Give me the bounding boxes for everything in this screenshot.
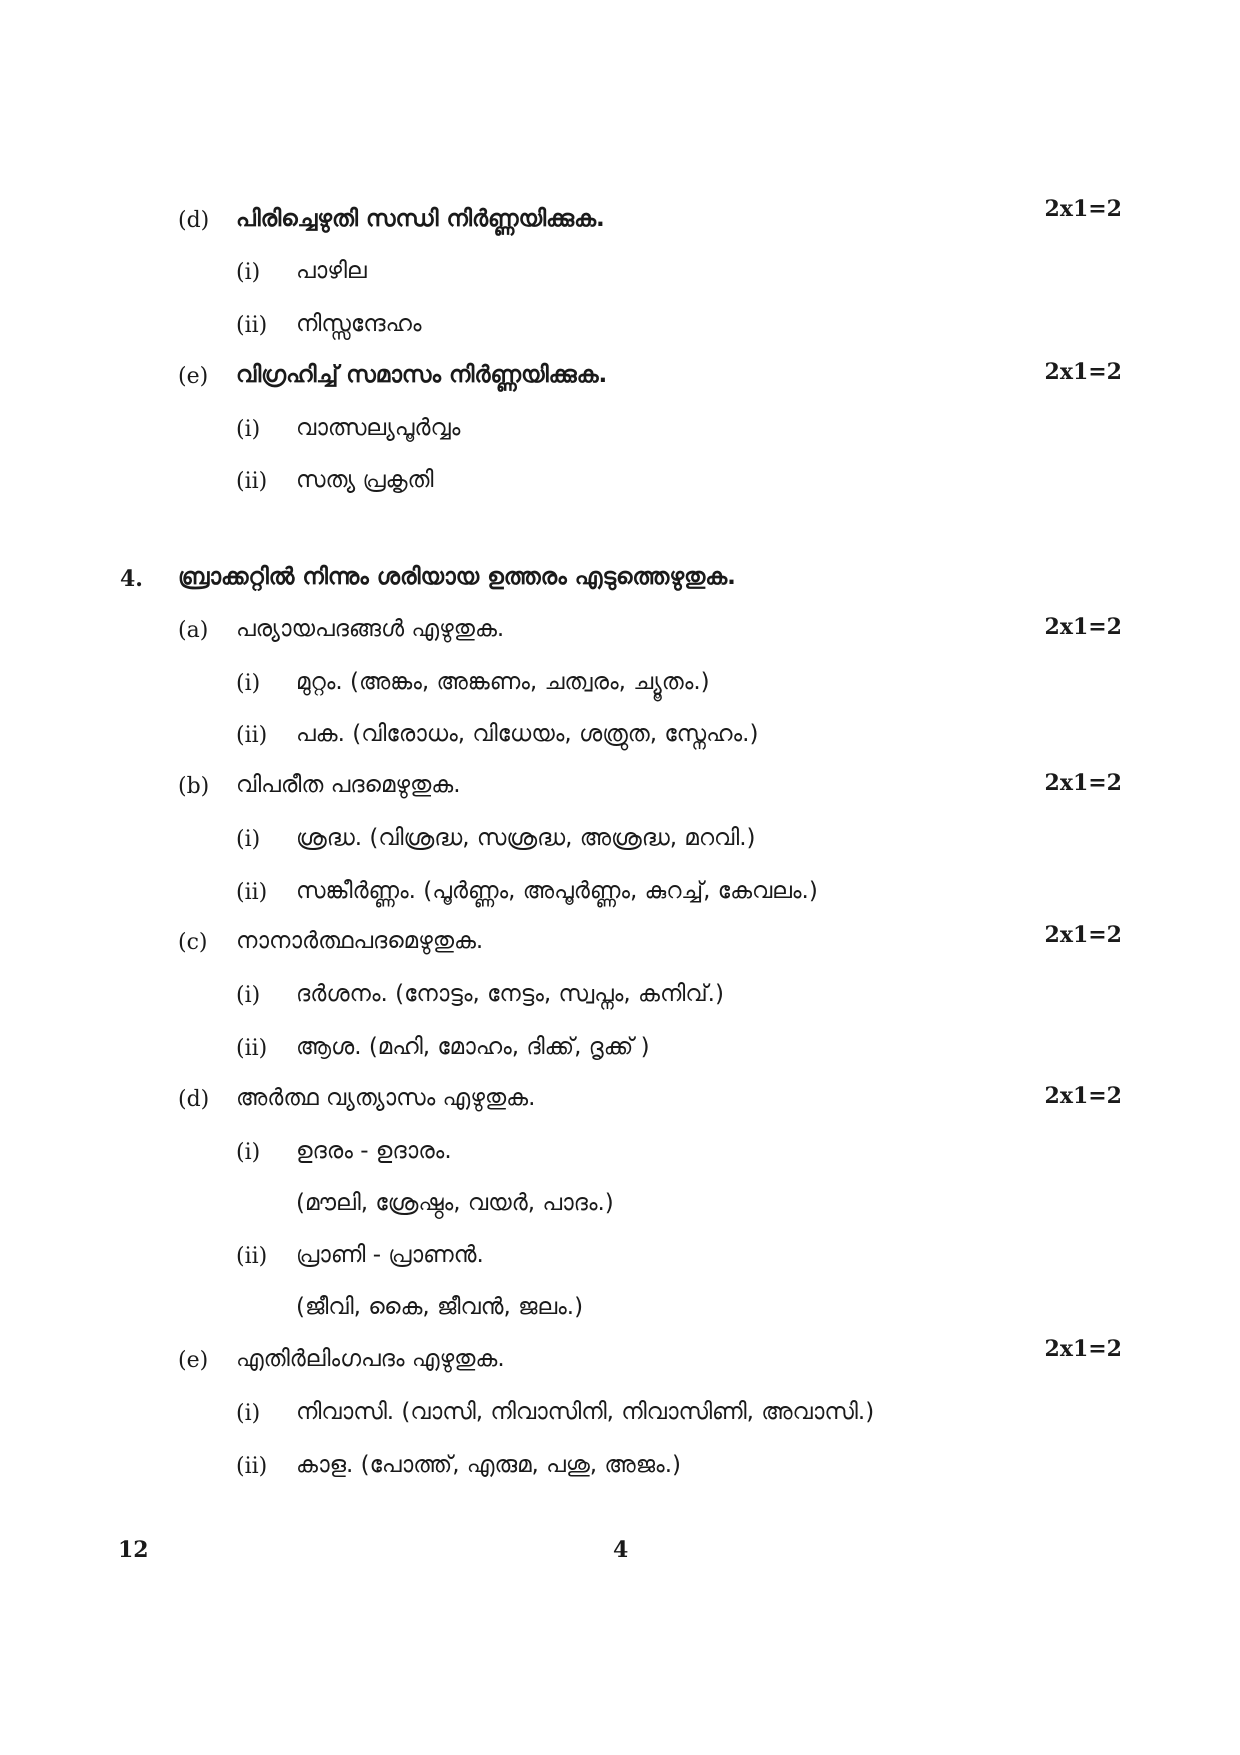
q4-b-item-ii-text: സങ്കീർണ്ണം. (പൂർണ്ണം, അപൂർണ്ണം, കുറച്ച്, കേവലം.): [296, 878, 818, 904]
q4-c-item-i-label: (i): [236, 983, 261, 1008]
part-e-instruction: വിഗ്രഹിച്ച് സമാസം നിർണ്ണയിക്കുക.: [236, 362, 608, 388]
q4-part-a-instruction: പര്യായപദങ്ങൾ എഴുതുക.: [236, 616, 505, 642]
part-e-item-i-text: വാത്സല്യപൂർവ്വം: [296, 415, 461, 441]
q4-c-item-i-text: ദർശനം. (നോട്ടം, നേട്ടം, സ്വപ്നം, കനിവ്.): [296, 981, 724, 1007]
q4-part-e-marks: 2x1=2: [1044, 1336, 1122, 1362]
q4-part-e-label: (e): [178, 1348, 209, 1373]
part-e-item-ii-text: സത്യ പ്രകൃതി: [296, 467, 434, 493]
q4-c-item-ii-text: ആശ. (മഹി, മോഹം, ദിക്ക്, ദൃക്ക് ): [296, 1034, 650, 1060]
q4-part-c-marks: 2x1=2: [1044, 922, 1122, 948]
q4-d-item-ii-text: പ്രാണി - പ്രാണൻ.: [296, 1242, 484, 1268]
q4-part-b-marks: 2x1=2: [1044, 770, 1122, 796]
q4-part-d-instruction: അർത്ഥ വ്യത്യാസം എഴുതുക.: [236, 1085, 536, 1111]
q4-e-item-ii-label: (ii): [236, 1454, 268, 1479]
q4-e-item-i-text: നിവാസി. (വാസി, നിവാസിനി, നിവാസിണി, അവാസി.): [296, 1399, 875, 1425]
q4-b-item-i-label: (i): [236, 827, 261, 852]
part-e-marks: 2x1=2: [1044, 359, 1122, 385]
part-d-item-i-label: (i): [236, 260, 261, 285]
q4-part-c-label: (c): [178, 930, 208, 955]
q4-part-a-label: (a): [178, 618, 209, 643]
q4-part-d-label: (d): [178, 1087, 210, 1112]
part-e-label: (e): [178, 364, 209, 389]
q4-d-item-i-options: (മൗലി, ശ്രേഷ്ഠം, വയർ, പാദം.): [296, 1190, 614, 1216]
question-4-title: ബ്രാക്കറ്റിൽ നിന്നും ശരിയായ ഉത്തരം എടുത്തെഴുതുക.: [178, 564, 736, 590]
q4-part-e-instruction: എതിർലിംഗപദം എഴുതുക.: [236, 1346, 505, 1372]
q4-d-item-ii-label: (ii): [236, 1244, 268, 1269]
footer-page-number: 4: [613, 1537, 629, 1563]
q4-d-item-i-label: (i): [236, 1140, 261, 1165]
part-d-item-i-text: പാഴില: [296, 258, 367, 284]
q4-b-item-ii-label: (ii): [236, 880, 268, 905]
part-d-marks: 2x1=2: [1044, 196, 1122, 222]
footer-code: 12: [118, 1537, 149, 1563]
q4-a-item-i-label: (i): [236, 671, 261, 696]
q4-d-item-ii-options: (ജീവി, കൈ, ജീവൻ, ജലം.): [296, 1294, 584, 1320]
question-4-number: 4.: [120, 566, 143, 592]
q4-part-b-label: (b): [178, 774, 210, 799]
q4-a-item-i-text: മുറ്റം. (അങ്കം, അങ്കണം, ചത്വരം, ച്യൂതം.): [296, 669, 710, 695]
q4-part-a-marks: 2x1=2: [1044, 614, 1122, 640]
q4-e-item-ii-text: കാള. (പോത്ത്, എരുമ, പശു, അജം.): [296, 1452, 681, 1478]
q4-c-item-ii-label: (ii): [236, 1036, 268, 1061]
part-d-item-ii-label: (ii): [236, 313, 268, 338]
part-e-item-ii-label: (ii): [236, 469, 268, 494]
q4-e-item-i-label: (i): [236, 1401, 261, 1426]
part-e-item-i-label: (i): [236, 417, 261, 442]
q4-a-item-ii-label: (ii): [236, 723, 268, 748]
q4-b-item-i-text: ശ്രദ്ധ. (വിശ്രദ്ധ, സശ്രദ്ധ, അശ്രദ്ധ, മറവി.): [296, 825, 756, 851]
part-d-label: (d): [178, 208, 210, 233]
part-d-instruction: പിരിച്ചെഴുതി സന്ധി നിർണ്ണയിക്കുക.: [236, 206, 605, 232]
q4-a-item-ii-text: പക. (വിരോധം, വിധേയം, ശത്രുത, സ്നേഹം.): [296, 721, 759, 747]
q4-part-c-instruction: നാനാർത്ഥപദമെഴുതുക.: [236, 928, 484, 954]
q4-part-b-instruction: വിപരീത പദമെഴുതുക.: [236, 772, 461, 798]
q4-d-item-i-text: ഉദരം - ഉദാരം.: [296, 1138, 452, 1164]
part-d-item-ii-text: നിസ്സന്ദേഹം: [296, 311, 422, 337]
q4-part-d-marks: 2x1=2: [1044, 1083, 1122, 1109]
